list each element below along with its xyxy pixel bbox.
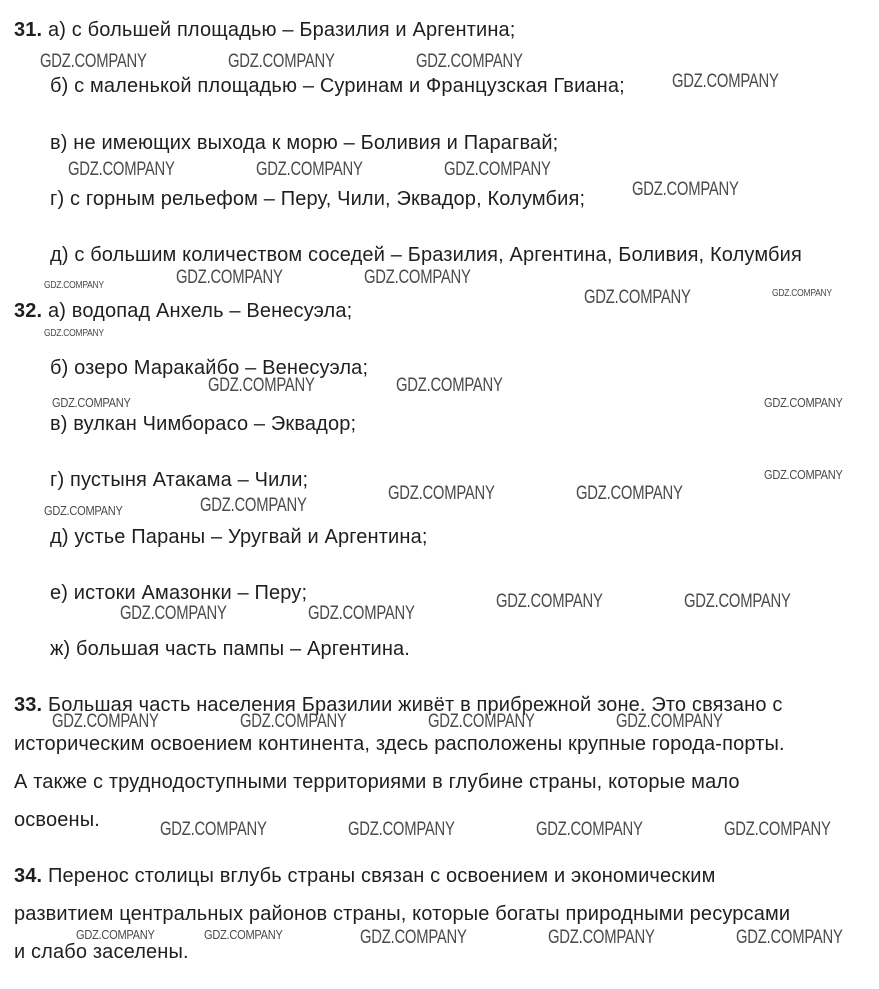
watermark: GDZ.COMPANY (204, 927, 283, 942)
watermark: GDZ.COMPANY (200, 495, 307, 516)
q32-item-g: г) пустыня Атакама – Чили; (50, 469, 309, 491)
watermark: GDZ.COMPANY (348, 819, 455, 840)
q31-item-a (14, 18, 516, 42)
watermark: GDZ.COMPANY (44, 280, 104, 291)
watermark: GDZ.COMPANY (364, 267, 471, 288)
watermark: GDZ.COMPANY (396, 375, 503, 396)
watermark: GDZ.COMPANY (548, 927, 655, 948)
q34-line-1 (14, 864, 716, 888)
watermark: GDZ.COMPANY (724, 819, 831, 840)
watermark: GDZ.COMPANY (52, 711, 159, 732)
q32-number: 32. (14, 300, 43, 322)
watermark: GDZ.COMPANY (772, 288, 832, 299)
watermark: GDZ.COMPANY (76, 927, 155, 942)
q31-item-g: г) с горным рельефом – Перу, Чили, Эквадор, Колумбия; (50, 188, 586, 210)
q33-line-3: А также с труднодоступными территориями в глубине страны, которые мало (14, 771, 740, 793)
watermark: GDZ.COMPANY (208, 375, 315, 396)
q33-line-1-text: Большая часть населения Бразилии живёт в прибрежной зоне. Это связано с (47, 694, 783, 716)
q32-a-text: а) водопад Анхель – Венесуэла; (47, 300, 353, 322)
watermark: GDZ.COMPANY (44, 503, 123, 518)
q34-line-1-text: Перенос столицы вглубь страны связан с освоением и экономическим (47, 865, 716, 887)
q33-line-4: освоены. (14, 809, 100, 831)
q31-item-b: б) с маленькой площадью – Суринам и Французская Гвиана; (50, 75, 625, 97)
q32-item-e: е) истоки Амазонки – Перу; (50, 582, 308, 604)
watermark: GDZ.COMPANY (576, 483, 683, 504)
watermark: GDZ.COMPANY (496, 591, 603, 612)
q32-item-a (14, 299, 352, 323)
watermark: GDZ.COMPANY (584, 287, 691, 308)
watermark: GDZ.COMPANY (616, 711, 723, 732)
watermark: GDZ.COMPANY (444, 159, 551, 180)
watermark: GDZ.COMPANY (736, 927, 843, 948)
q33-line-2: историческим освоением континента, здесь расположены крупные города-порты. (14, 733, 785, 755)
watermark: GDZ.COMPANY (764, 467, 843, 482)
watermark: GDZ.COMPANY (120, 603, 227, 624)
watermark: GDZ.COMPANY (388, 483, 495, 504)
watermark: GDZ.COMPANY (44, 328, 104, 339)
watermark: GDZ.COMPANY (672, 71, 779, 92)
q34-number: 34. (14, 865, 43, 887)
watermark: GDZ.COMPANY (176, 267, 283, 288)
q31-number: 31. (14, 19, 43, 41)
q34-line-3: и слабо заселены. (14, 941, 189, 963)
watermark: GDZ.COMPANY (240, 711, 347, 732)
q32-item-d: д) устье Параны – Уругвай и Аргентина; (50, 526, 428, 548)
watermark: GDZ.COMPANY (160, 819, 267, 840)
q34-line-2: развитием центральных районов страны, которые богаты природными ресурсами (14, 903, 791, 925)
q31-item-v: в) не имеющих выхода к морю – Боливия и Парагвай; (50, 132, 559, 154)
watermark: GDZ.COMPANY (360, 927, 467, 948)
watermark: GDZ.COMPANY (40, 51, 147, 72)
q31-a-text: а) с большей площадью – Бразилия и Аргентина; (47, 19, 516, 41)
watermark: GDZ.COMPANY (52, 395, 131, 410)
watermark: GDZ.COMPANY (764, 395, 843, 410)
q33-number: 33. (14, 694, 43, 716)
q32-item-zh: ж) большая часть пампы – Аргентина. (50, 638, 410, 660)
q32-item-b: б) озеро Маракайбо – Венесуэла; (50, 357, 369, 379)
watermark: GDZ.COMPANY (632, 179, 739, 200)
watermark: GDZ.COMPANY (416, 51, 523, 72)
watermark: GDZ.COMPANY (228, 51, 335, 72)
watermark: GDZ.COMPANY (68, 159, 175, 180)
watermark: GDZ.COMPANY (308, 603, 415, 624)
watermark: GDZ.COMPANY (256, 159, 363, 180)
watermark: GDZ.COMPANY (684, 591, 791, 612)
q31-item-d: д) с большим количеством соседей – Бразилия, Аргентина, Боливия, Колумбия (50, 244, 802, 266)
watermark: GDZ.COMPANY (428, 711, 535, 732)
q32-item-v: в) вулкан Чимборасо – Эквадор; (50, 413, 357, 435)
watermark: GDZ.COMPANY (536, 819, 643, 840)
